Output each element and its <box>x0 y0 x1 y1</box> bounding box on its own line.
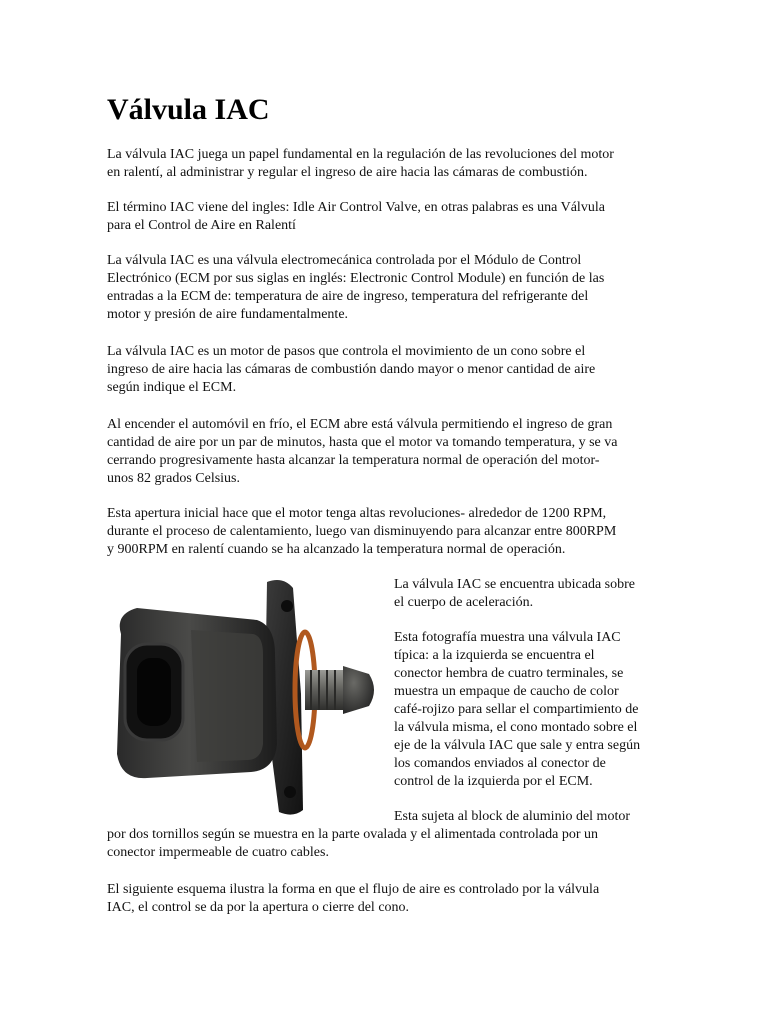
text-line: ingreso de aire hacia las cámaras de combustión dando mayor o menor cantidad de aire <box>107 362 596 377</box>
text-line: El término IAC viene del ingles: Idle Air Control Valve, en otras palabras es una Válvula <box>107 200 605 215</box>
text-line: cerrando progresivamente hasta alcanzar la temperatura normal de operación del motor- <box>107 453 600 468</box>
page-title: Válvula IAC <box>107 93 270 126</box>
paragraph-cold-start <box>107 416 663 488</box>
text-line: en ralentí, al administrar y regular el ingreso de aire hacia las cámaras de combustión. <box>107 165 588 180</box>
text-line: conector hembra de cuatro terminales, se <box>394 666 624 681</box>
text-line: el cuerpo de aceleración. <box>394 595 534 610</box>
text-line: La válvula IAC se encuentra ubicada sobre <box>394 577 636 592</box>
text-line: café-rojizo para sellar el compartimiento de <box>394 702 639 717</box>
valve-cone <box>343 666 374 714</box>
text-line: la válvula misma, el cono montado sobre el <box>394 720 638 735</box>
text-line: conector impermeable de cuatro cables. <box>107 845 329 860</box>
text-line: Esta apertura inicial hace que el motor tenga altas revoluciones- alrededor de 1200 RPM, <box>107 506 607 521</box>
paragraph-diagram-intro <box>107 881 663 917</box>
text-line: y 900RPM en ralentí cuando se ha alcanzado la temperatura normal de operación. <box>107 542 566 557</box>
side-paragraph-mounting <box>394 808 666 826</box>
side-paragraph-location <box>394 576 666 612</box>
text-line: La válvula IAC juega un papel fundamental en la regulación de las revoluciones del motor <box>107 147 614 162</box>
text-line: control de la izquierda por el ECM. <box>394 774 593 789</box>
text-line: El siguiente esquema ilustra la forma en que el flujo de aire es controlado por la válvula <box>107 882 600 897</box>
text-line: unos 82 grados Celsius. <box>107 471 240 486</box>
text-line: los comandos enviados al conector de <box>394 756 606 771</box>
side-paragraph-photo-description <box>394 629 666 791</box>
text-line: IAC, el control se da por la apertura o cierre del cono. <box>107 900 410 915</box>
body-highlight <box>191 630 263 762</box>
text-line: eje de la válvula IAC que sale y entra según <box>394 738 641 753</box>
paragraph-electromechanical <box>107 252 663 324</box>
iac-valve-photo <box>107 574 383 818</box>
text-line: entradas a la ECM de: temperatura de aire de ingreso, temperatura del refrigerante del <box>107 289 589 304</box>
paragraph-stepper-motor <box>107 343 663 397</box>
text-line: Esta fotografía muestra una válvula IAC <box>394 630 621 645</box>
text-line: para el Control de Aire en Ralentí <box>107 218 296 233</box>
text-line: típica: a la izquierda se encuentra el <box>394 648 595 663</box>
paragraph-rpm <box>107 505 663 559</box>
text-line: Electrónico (ECM por sus siglas en inglés: Electronic Control Module) en función de las <box>107 271 605 286</box>
connector-opening <box>137 658 171 726</box>
text-line: cantidad de aire por un par de minutos, hasta que el motor va tomando temperatura, y se va <box>107 435 618 450</box>
paragraph-mounting-continuation <box>107 826 663 862</box>
text-line: durante el proceso de calentamiento, luego van disminuyendo para alcanzar entre 800RPM <box>107 524 617 539</box>
text-line: La válvula IAC es un motor de pasos que controla el movimiento de un cono sobre el <box>107 344 586 359</box>
text-line: Al encender el automóvil en frío, el ECM abre está válvula permitiendo el ingreso de gran <box>107 417 613 432</box>
paragraph-intro <box>107 146 663 182</box>
text-line: Esta sujeta al block de aluminio del motor <box>394 809 630 824</box>
text-line: muestra un empaque de caucho de color <box>394 684 619 699</box>
text-line: según indique el ECM. <box>107 380 237 395</box>
text-line: por dos tornillos según se muestra en la parte ovalada y el alimentada controlada por un <box>107 827 599 842</box>
text-line: La válvula IAC es una válvula electromecánica controlada por el Módulo de Control <box>107 253 582 268</box>
screw-hole <box>281 600 293 612</box>
screw-hole <box>284 786 296 798</box>
paragraph-iac-term <box>107 199 663 235</box>
text-line: motor y presión de aire fundamentalmente. <box>107 307 349 322</box>
